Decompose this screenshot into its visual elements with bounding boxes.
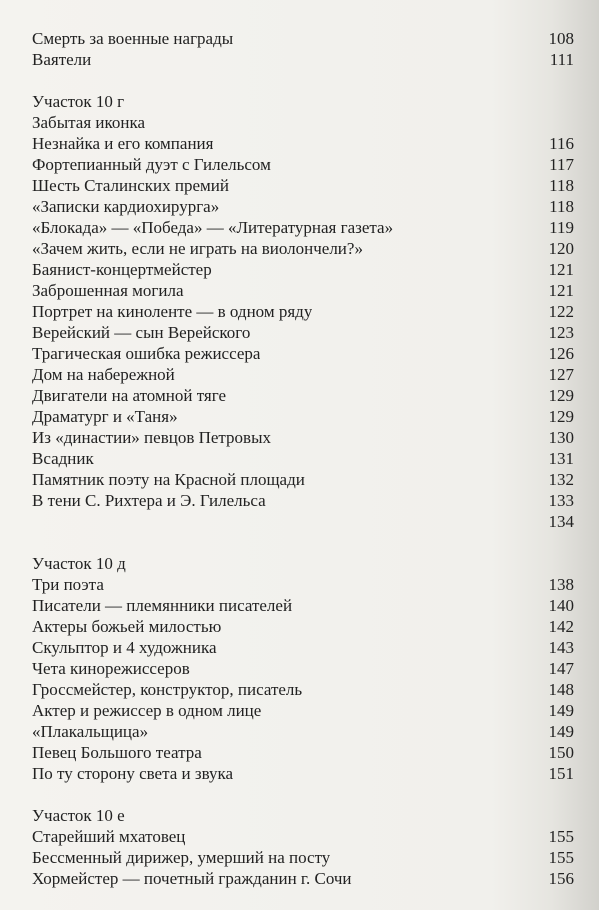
toc-entry (32, 301, 574, 322)
entry-page-number: 134 (548, 512, 574, 531)
entry-page-number: 116 (549, 134, 574, 153)
entry-title: Фортепианный дуэт с Гилельсом (32, 155, 271, 174)
entry-page-number: 149 (548, 722, 574, 741)
entry-title: Актеры божьей милостью (32, 617, 222, 636)
entry-page-number: 118 (549, 176, 574, 195)
toc-entry (32, 49, 574, 70)
entry-page-number: 151 (548, 764, 574, 783)
toc-entry (32, 595, 574, 616)
toc-entry (32, 427, 574, 448)
entry-title: «Блокада» — «Победа» — «Литературная газета» (32, 218, 394, 237)
toc-entry (32, 616, 574, 637)
entry-title: Скульптор и 4 художника (32, 638, 217, 657)
entry-title: Чета кинорежиссеров (32, 659, 190, 678)
entry-title: «Зачем жить, если не играть на виолончели?» (32, 239, 363, 258)
toc-entry (32, 175, 574, 196)
toc-entry (32, 448, 574, 469)
toc-entry (32, 238, 574, 259)
entry-page-number: 121 (548, 260, 574, 279)
entry-title: Бессменный дирижер, умерший на посту (32, 848, 331, 867)
toc-section (32, 91, 574, 532)
toc-section (32, 28, 574, 70)
toc-entry (32, 406, 574, 427)
toc-entry (32, 742, 574, 763)
toc-section (32, 805, 574, 889)
entry-title: Памятник поэту на Красной площади (32, 470, 305, 489)
toc-entry (32, 364, 574, 385)
entry-page-number: 129 (548, 407, 574, 426)
entry-title: Из «династии» певцов Петровых (32, 428, 272, 447)
entry-title: Баянист-концертмейстер (32, 260, 212, 279)
section-heading: Участок 10 е (32, 806, 125, 825)
entry-page-number: 123 (548, 323, 574, 342)
entry-page-number: 138 (548, 575, 574, 594)
entry-page-number: 148 (548, 680, 574, 699)
entry-page-number: 150 (548, 743, 574, 762)
entry-page-number: 122 (548, 302, 574, 321)
toc-entry (32, 259, 574, 280)
entry-title: «Плакальщица» (32, 722, 149, 741)
toc-entry (32, 154, 574, 175)
entry-page-number: 140 (548, 596, 574, 615)
entry-page-number: 132 (548, 470, 574, 489)
toc-entry (32, 847, 574, 868)
toc-entry (32, 385, 574, 406)
entry-title: Старейший мхатовец (32, 827, 186, 846)
toc-entry (32, 133, 574, 154)
entry-page-number: 108 (548, 29, 574, 48)
entry-page-number: 155 (548, 827, 574, 846)
section-heading: Участок 10 д (32, 554, 126, 573)
toc-entry (32, 868, 574, 889)
toc-entry (32, 28, 574, 49)
toc-entry (32, 343, 574, 364)
entry-page-number: 117 (549, 155, 574, 174)
entry-title: «Записки кардиохирурга» (32, 197, 220, 216)
toc-entry (32, 322, 574, 343)
entry-title: В тени С. Рихтера и Э. Гилельса (32, 491, 266, 510)
entry-page-number: 142 (548, 617, 574, 636)
entry-page-number: 130 (548, 428, 574, 447)
entry-title: Портрет на киноленте — в одном ряду (32, 302, 313, 321)
entry-title: Забытая иконка (32, 113, 146, 132)
toc-entry (32, 637, 574, 658)
toc-entry (32, 217, 574, 238)
toc-entry (32, 469, 574, 490)
entry-title: Шесть Сталинских премий (32, 176, 229, 195)
entry-title: Незнайка и его компания (32, 134, 214, 153)
entry-page-number: 131 (548, 449, 574, 468)
entry-title: Драматург и «Таня» (32, 407, 178, 426)
entry-page-number: 127 (548, 365, 574, 384)
toc-entry (32, 763, 574, 784)
entry-title: Верейский — сын Верейского (32, 323, 251, 342)
toc-entry (32, 112, 574, 133)
entry-title: Писатели — племянники писателей (32, 596, 293, 615)
toc-entry (32, 679, 574, 700)
entry-title: По ту сторону света и звука (32, 764, 234, 783)
entry-page-number: 155 (548, 848, 574, 867)
toc-entry (32, 721, 574, 742)
entry-title: Дом на набережной (32, 365, 175, 384)
toc-entry (32, 574, 574, 595)
entry-page-number: 120 (548, 239, 574, 258)
entry-page-number: 119 (549, 218, 574, 237)
entry-page-number: 133 (548, 491, 574, 510)
entry-title: Трагическая ошибка режиссера (32, 344, 261, 363)
toc-entry (32, 490, 574, 511)
entry-title: Гроссмейстер, конструктор, писатель (32, 680, 303, 699)
toc-entry (32, 826, 574, 847)
entry-title: Смерть за военные награды (32, 29, 234, 48)
entry-page-number: 129 (548, 386, 574, 405)
entry-title: Хормейстер — почетный гражданин г. Сочи (32, 869, 352, 888)
entry-title: Три поэта (32, 575, 104, 594)
entry-title: Актер и режиссер в одном лице (32, 701, 262, 720)
entry-page-number: 143 (548, 638, 574, 657)
toc-entry (32, 511, 574, 532)
entry-page-number: 156 (548, 869, 574, 888)
section-heading: Участок 10 г (32, 92, 125, 111)
entry-title: Заброшенная могила (32, 281, 184, 300)
toc-section (32, 553, 574, 784)
entry-page-number: 118 (549, 197, 574, 216)
toc-entry (32, 196, 574, 217)
entry-title: Всадник (32, 449, 94, 468)
entry-title: Певец Большого театра (32, 743, 202, 762)
toc-entry (32, 280, 574, 301)
entry-title: Ваятели (32, 50, 92, 69)
entry-page-number: 121 (548, 281, 574, 300)
entry-page-number: 111 (549, 50, 574, 69)
table-of-contents (32, 28, 574, 910)
entry-page-number: 126 (548, 344, 574, 363)
entry-page-number: 147 (548, 659, 574, 678)
toc-entry (32, 658, 574, 679)
entry-page-number: 149 (548, 701, 574, 720)
toc-entry (32, 700, 574, 721)
entry-title: Двигатели на атомной тяге (32, 386, 227, 405)
